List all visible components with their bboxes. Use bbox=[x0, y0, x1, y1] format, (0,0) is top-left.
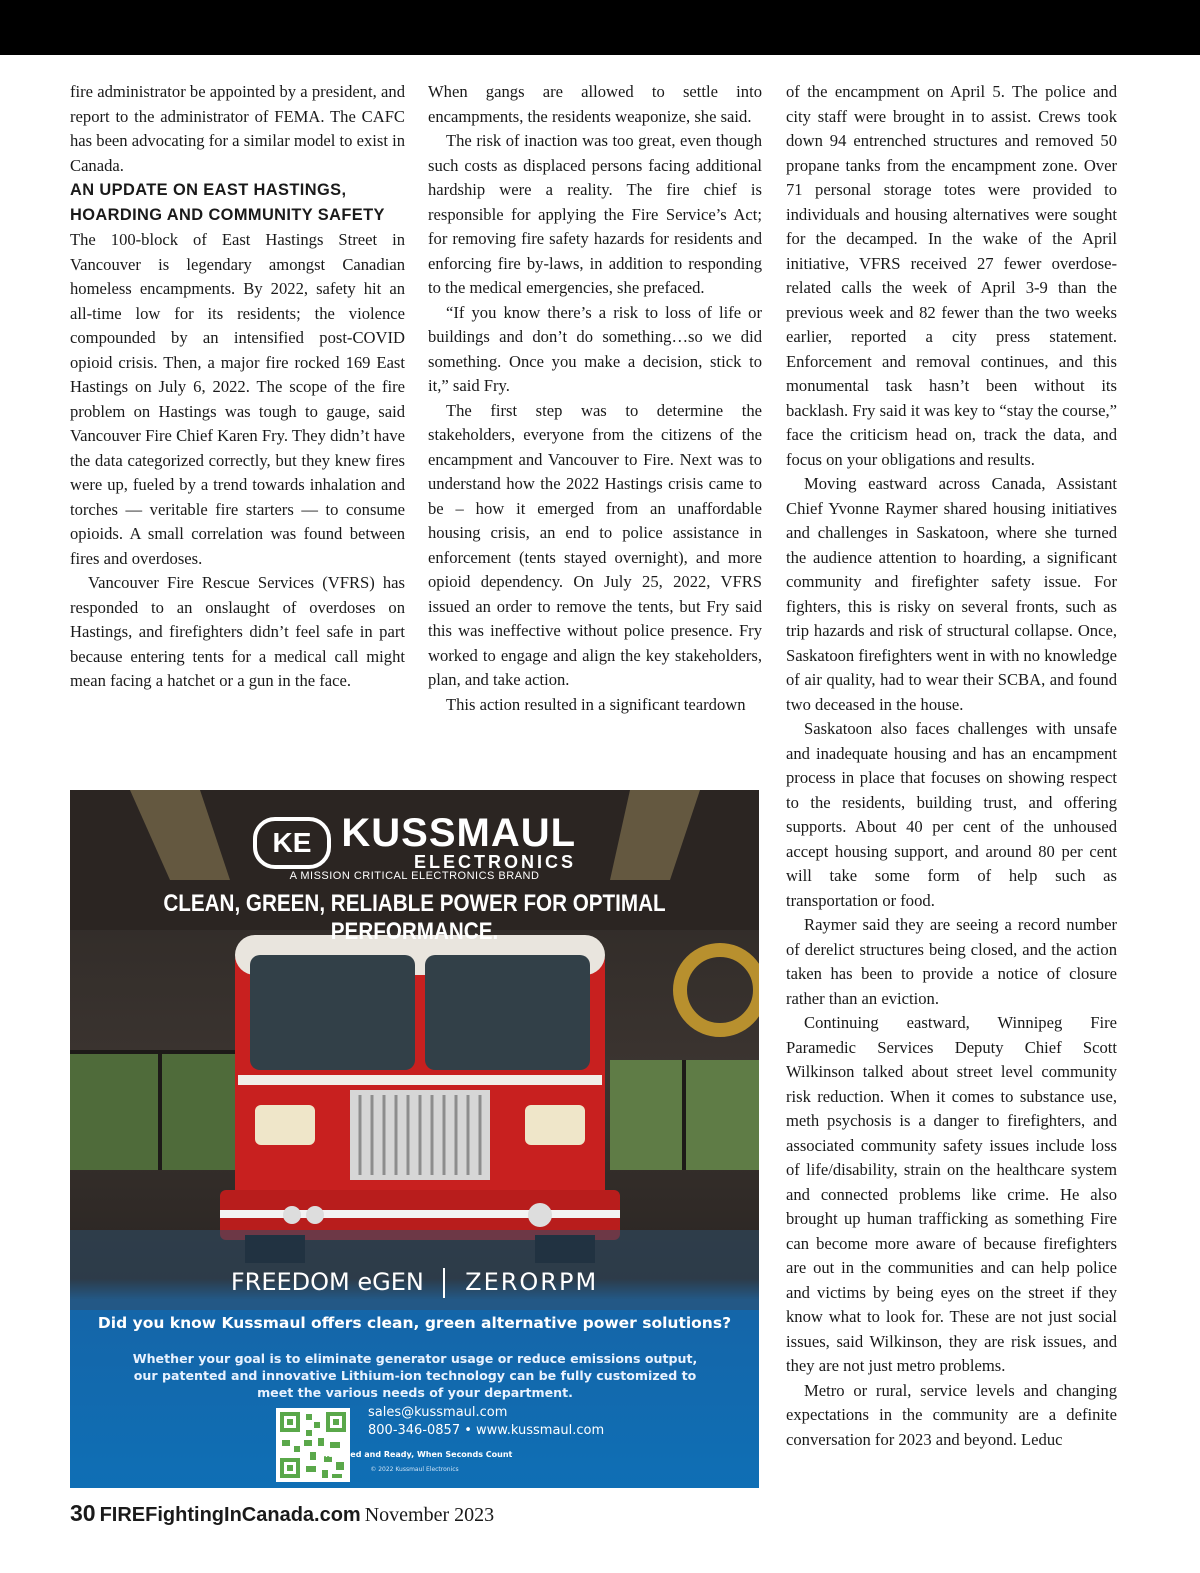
paragraph: of the encampment on April 5. The police and city staff were brought in to assist. Crews took down 94 entrenched structures and removed 50 propane tanks from the encampment zone. Over 71 personal storage totes were provided to individuals and housing alternatives were sought for the decamped. In the wake of the April initiative, VFRS received 27 fewer overdose-related calls the week of April 3-9 than the previous week and 82 fewer than the two weeks earlier, reported a city press statement. Enforcement and removal continues, and this monumental task hasn’t been without its backlash. Fry said it was key to “stay the course,” face the criticism head on, track the data, and focus on your obligations and results. bbox=[786, 82, 1117, 469]
product-logos bbox=[70, 1268, 759, 1298]
publication-site: FIREFightingInCanada.com bbox=[99, 1504, 361, 1526]
paragraph: This action resulted in a significant teardown bbox=[446, 694, 746, 714]
paragraph: Metro or rural, service levels and changing expectations in the community are a definite conversation for 2023 and beyond. Leduc bbox=[786, 1380, 1117, 1449]
section-heading: AN UPDATE ON EAST HASTINGS, HOARDING AND COMMUNITY SAFETY bbox=[70, 181, 385, 224]
page-number: 30 bbox=[70, 1500, 96, 1526]
ad-copyright: © 2022 Kussmaul Electronics bbox=[370, 1466, 459, 1473]
brand-subtitle: ELECTRONICS bbox=[414, 852, 577, 872]
paragraph: Vancouver Fire Rescue Services (VFRS) has responded to an onslaught of overdoses on Hastings, and firefighters didn’t feel safe in part because entering tents for a medical call might mean facing a hatchet or a gun in the face. bbox=[70, 573, 405, 690]
paragraph: When gangs are allowed to settle into encampments, the residents weaponize, she said. bbox=[428, 82, 762, 126]
brand-tagline: A MISSION CRITICAL ELECTRONICS BRAND bbox=[289, 870, 540, 882]
kussmaul-advertisement[interactable] bbox=[70, 790, 759, 1488]
article-column-1 bbox=[70, 80, 405, 694]
page-footer bbox=[70, 1500, 494, 1530]
email-link[interactable]: sales@kussmaul.com bbox=[368, 1405, 508, 1420]
article-column-2 bbox=[428, 80, 762, 717]
zerorpm-logo: ZERORPM bbox=[465, 1268, 599, 1296]
paragraph: Moving eastward across Canada, Assistant Chief Yvonne Raymer shared housing initiatives and challenges in Saskatoon, where she turned the audience attention to hoarding, a significant community and firefighter safety issue. For fighters, this is risky on several fronts, such as trip hazards and risk of structural collapse. Once, Saskatoon firefighters went in with no knowledge of air quality, had to wear their SCBA, and found two deceased in the house. bbox=[786, 474, 1117, 714]
phone-website[interactable]: 800-346-0857 • www.kussmaul.com bbox=[368, 1423, 605, 1438]
brand-name: KUSSMAUL bbox=[341, 811, 577, 855]
ad-question: Did you know Kussmaul offers clean, green alternative power solutions? bbox=[97, 1314, 732, 1332]
paragraph: fire administrator be appointed by a president, and report to the administrator of FEMA. The CAFC has been advocating for a similar model to exist in Canada. bbox=[70, 82, 406, 175]
issue-date: November 2023 bbox=[364, 1504, 495, 1526]
ke-logo-mark: KE bbox=[253, 817, 331, 869]
paragraph: The first step was to determine the stakeholders, everyone from the citizens of the encampment and Vancouver to Fire. Next was to understand how the 2022 Hastings crisis came to be – how it emerged from an unaffordable housing crisis, an end to police assistance in enforcement (tents stayed overnight), and more opioid dependency. On July 25, 2022, VFRS issued an order to remove the tents, but Fry said this was ineffective without police presence. Fry worked to engage and align the key stakeholders, plan, and take action. bbox=[428, 400, 762, 689]
paragraph: The risk of inaction was too great, even though such costs as displaced persons facing additional hardship were a reality. The fire chief is responsible for applying the Fire Service’s Act; for removing fire safety hazards for residents and enforcing fire by-laws, in addition to responding to the medical emergencies, she prefaced. bbox=[428, 131, 762, 297]
top-black-bar bbox=[0, 0, 1200, 55]
paragraph: Raymer said they are seeing a record number of derelict structures being closed, and the action taken has been to provide a notice of closure rather than an eviction. bbox=[786, 915, 1117, 1008]
ad-slogan: Energized and Ready, When Seconds Count bbox=[316, 1450, 513, 1459]
paragraph: “If you know there’s a risk to loss of life or buildings and don’t do something…so we did something. Once you make a decision, stick to it,” said Fry. bbox=[428, 302, 762, 395]
article-column-3 bbox=[786, 80, 1117, 1452]
paragraph: Continuing eastward, Winnipeg Fire Paramedic Services Deputy Chief Scott Wilkinson talked about street level community risk reduction. When it comes to substance use, meth psychosis is a danger to firefighters, and associated community safety issues include loss of life/disability, strain on the healthcare system and connected problems like crime. He also brought up human trafficking as something Fire can become more aware of because firefighters are out in the communities and can help police and victims by being eyes on the street if they know what to look for. These are not just social issues, said Wilkinson, they are risk issues, and they are not just metro problems. bbox=[786, 1013, 1117, 1375]
kussmaul-logo bbox=[70, 811, 759, 872]
freedom-egen-logo: FREEDOM eGEN bbox=[230, 1268, 424, 1296]
ad-headline: CLEAN, GREEN, RELIABLE POWER FOR OPTIMAL PERFORMANCE. bbox=[163, 890, 666, 945]
ad-body-text: Whether your goal is to eliminate generator usage or reduce emissions output, our patented and innovative Lithium-ion technology can be fully customized to meet the various needs of your department. bbox=[132, 1351, 698, 1400]
divider bbox=[443, 1268, 445, 1298]
contact-info bbox=[368, 1404, 604, 1440]
paragraph: Saskatoon also faces challenges with unsafe and inadequate housing and has an encampment process in place that focuses on showing respect to the residents, building trust, and offering supports. About 40 per cent of the unhoused accept housing support, and around 80 per cent will take some form of help such as transportation or food. bbox=[786, 719, 1117, 910]
paragraph: The 100-block of East Hastings Street in Vancouver is legendary amongst Canadian homeless encampments. By 2022, safety hit an all-time low for its residents; the violence compounded by an intensified post-COVID opioid crisis. Then, a major fire rocked 169 East Hastings on July 6, 2022. The scope of the fire problem on Hastings was tough to gauge, said Vancouver Fire Chief Karen Fry. They didn’t have the data categorized correctly, but they knew fires were up, fueled by a trend towards inhalation and torches — veritable fire starters — to consume opioids. A small correlation was found between fires and overdoses. bbox=[70, 230, 405, 568]
